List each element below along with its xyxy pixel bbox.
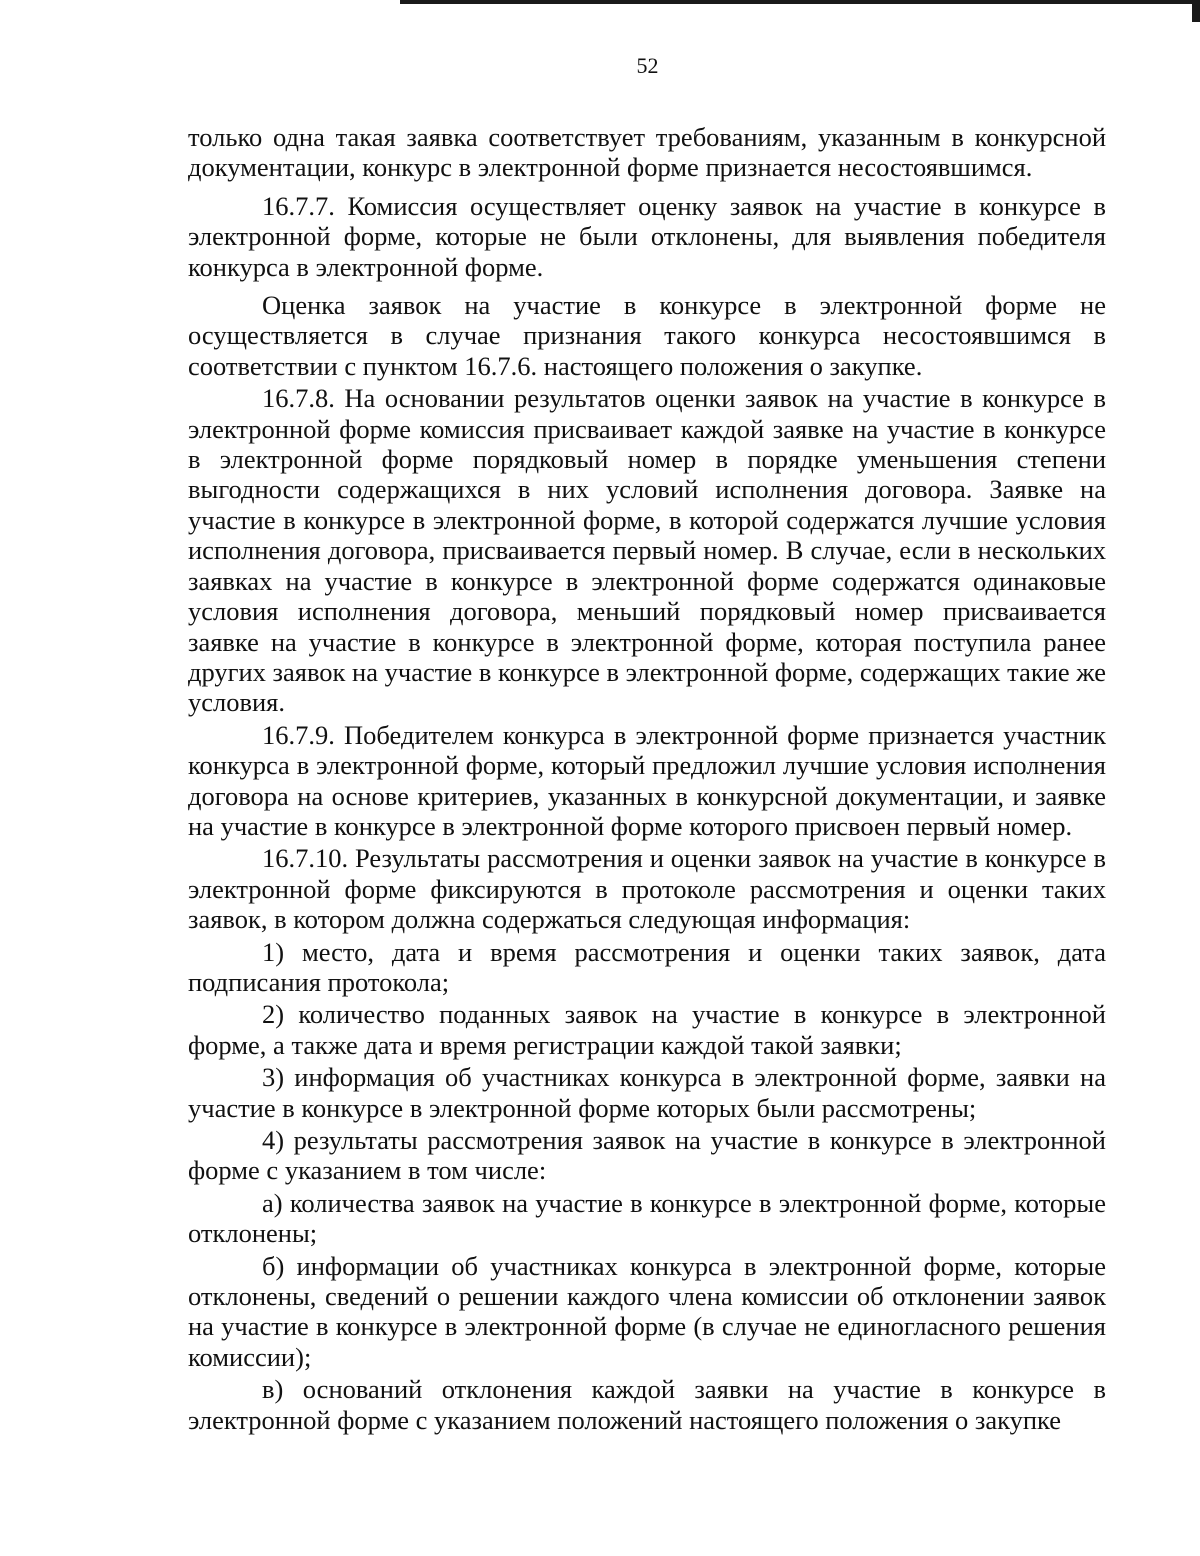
list-item-1: 1) место, дата и время рассмотрения и оценки таких заявок, дата подписания протокола;	[188, 936, 1106, 997]
paragraph-16-7-10: 16.7.10. Результаты рассмотрения и оценки заявок на участие в конкурсе в электронной форме фиксируются в протоколе рассмотрения и оценки таких заявок, в котором должна содержаться следующая информация:	[188, 843, 1106, 935]
paragraph-evaluation-note: Оценка заявок на участие в конкурсе в электронной форме не осуществляется в случае признания такого конкурса несостоявшимся в соответствии с пунктом 16.7.6. настоящего положения о закупке.	[188, 290, 1106, 381]
scan-corner-mark	[1192, 0, 1200, 22]
page-number: 52	[636, 53, 659, 78]
scan-edge-line	[400, 0, 1200, 4]
paragraph-16-7-8: 16.7.8. На основании результатов оценки заявок на участие в конкурсе в электронной форме комиссия присваивает каждой заявке на участие в конкурсе в электронной форме порядковый номер в порядке уменьшения степени выгодности содержащихся в них условий исполнения договора. Заявке на участие в конкурсе в электронной форме, в которой содержатся лучшие условия исполнения договора, присваивается первый номер. В случае, если в нескольких заявках на участие в конкурсе в электронной форме содержатся одинаковые условия исполнения договора, меньший порядковый номер присваивается заявке на участие в конкурсе в электронной форме, которая поступила ранее других заявок на участие в конкурсе в электронной форме, содержащих такие же условия.	[188, 383, 1106, 718]
list-item-v: в) оснований отклонения каждой заявки на участие в конкурсе в электронной форме с указанием положений настоящего положения о закупке	[188, 1374, 1106, 1435]
list-item-4: 4) результаты рассмотрения заявок на участие в конкурсе в электронной форме с указанием в том числе:	[188, 1125, 1106, 1186]
list-item-a: а) количества заявок на участие в конкурсе в электронной форме, которые отклонены;	[188, 1187, 1106, 1249]
paragraph-16-7-7: 16.7.7. Комиссия осуществляет оценку заявок на участие в конкурсе в электронной форме, которые не были отклонены, для выявления победителя конкурса в электронной форме.	[188, 190, 1106, 282]
list-item-2: 2) количество поданных заявок на участие в конкурсе в электронной форме, а также дата и время регистрации каждой такой заявки;	[188, 999, 1106, 1060]
document-body	[188, 122, 1106, 1435]
paragraph-16-7-9: 16.7.9. Победителем конкурса в электронной форме признается участник конкурса в электронной форме, который предложил лучшие условия исполнения договора на основе критериев, указанных в конкурсной документации, и заявке на участие в конкурсе в электронной форме которого присвоен первый номер.	[188, 719, 1106, 841]
list-item-3: 3) информация об участниках конкурса в электронной форме, заявки на участие в конкурсе в электронной форме которых были рассмотрены;	[188, 1062, 1106, 1123]
paragraph-continuation: только одна такая заявка соответствует требованиям, указанным в конкурсной документации, конкурс в электронной форме признается несостоявшимся.	[188, 122, 1106, 183]
list-item-b: б) информации об участниках конкурса в электронной форме, которые отклонены, сведений о решении каждого члена комиссии об отклонении заявок на участие в конкурсе в электронной форме (в случае не единогласного решения комиссии);	[188, 1250, 1106, 1372]
